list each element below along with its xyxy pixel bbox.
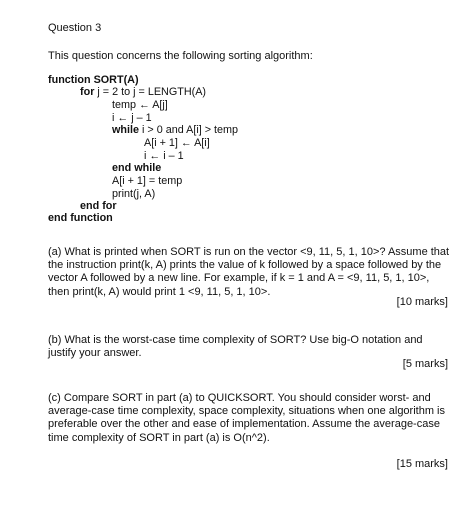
code-line-insert: A[i + 1] = temp <box>112 175 183 187</box>
code-line-for <box>80 86 206 99</box>
part-c-marks: [15 marks] <box>396 458 448 470</box>
code-line-temp: temp ← A[j] <box>112 99 168 111</box>
code-line-decrement: i ← i – 1 <box>144 150 184 162</box>
question-intro: This question concerns the following sorting algorithm: <box>48 50 313 62</box>
code-line-i-assign: i ← j – 1 <box>112 112 152 124</box>
part-b-text: (b) What is the worst-case time complexity of SORT? Use big-O notation and justify your answer. <box>48 334 423 360</box>
code-line-end-for: end for <box>80 200 117 212</box>
code-line-end-while: end while <box>112 162 162 174</box>
code-line-function: function SORT(A) <box>48 74 139 86</box>
question-heading: Question 3 <box>48 22 102 34</box>
for-condition: j = 2 to j = LENGTH(A) <box>94 86 207 98</box>
code-line-while <box>112 124 238 137</box>
while-keyword: while <box>112 124 139 136</box>
while-condition: i > 0 and A[i] > temp <box>139 124 239 136</box>
code-line-print: print(j, A) <box>112 188 156 200</box>
part-a-marks: [10 marks] <box>396 296 448 308</box>
for-keyword: for <box>80 86 95 98</box>
code-line-shift: A[i + 1] ← A[i] <box>144 137 210 149</box>
code-line-end-function: end function <box>48 212 113 224</box>
part-b-marks: [5 marks] <box>402 358 448 370</box>
part-c-text: (c) Compare SORT in part (a) to QUICKSORT. You should consider worst- and average-case time complexity, space complexity, situations when one algorithm is preferable over the other and ease of implementation. Assume the average-case time complexity of SORT in part (a) is O(n^2). <box>48 392 445 444</box>
part-a-text: (a) What is printed when SORT is run on the vector <9, 11, 5, 1, 10>? Assume that the instruction print(k, A) prints the value of k followed by a space followed by the vector A followed by a new line. For example, if k = 1 and A = <9, 11, 5, 1, 10>, then print(k, A) would print 1 <9, 11, 5, 1, 10>. <box>48 246 450 298</box>
